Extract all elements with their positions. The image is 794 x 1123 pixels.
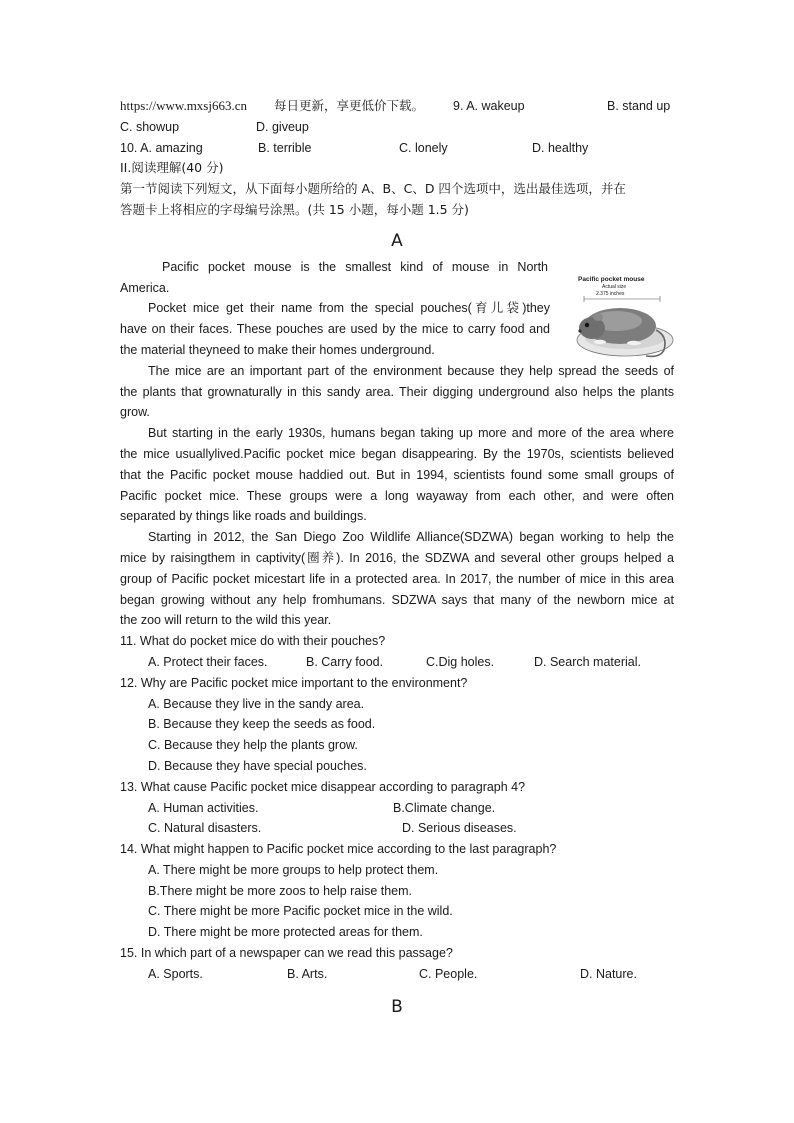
question-stem: 14. What might happen to Pacific pocket mice according to the last paragraph? — [120, 842, 557, 857]
instructions-line-2: 答题卡上将相应的字母编号涂黑。(共 15 小题，每小题 1.5 分) — [120, 201, 469, 217]
option-a: A. Because they live in the sandy area. — [148, 696, 365, 711]
option-d: D. Because they have special pouches. — [148, 758, 367, 773]
figure-size-label: 2.375 inches — [596, 291, 625, 297]
question-11 — [120, 631, 674, 673]
figure-title: Pacific pocket mouse — [578, 276, 645, 283]
option-d: D. Serious diseases. — [402, 821, 517, 836]
q9-option-d: D. giveup — [256, 119, 309, 134]
option-a: A. Human activities. — [148, 800, 259, 815]
option-d: D. Search material. — [534, 654, 641, 669]
passage-line: Pacific pocket mice. These groups were a long wayaway from each other, and were often — [120, 488, 674, 503]
section-title: II.阅读理解(40 分) — [120, 160, 224, 176]
passage-line: the mice usuallylived.Pacific pocket mice began disappearing. By the 1970s, scientists believed — [120, 446, 674, 461]
q9-option-c: C. showup — [120, 119, 180, 134]
passage-a-heading: A — [391, 230, 403, 251]
question-options-row — [120, 798, 674, 819]
mouse-illustration — [570, 274, 674, 366]
passage-line: mice by raisingthem in captivity(圈养). In 2016, the SDZWA and several other groups helped a — [120, 550, 674, 565]
header-promo: 每日更新，享更低价下载。 — [274, 98, 425, 113]
question-12 — [120, 673, 674, 777]
q9-option-a: 9. A. wakeup — [453, 99, 525, 113]
passage-line: the material theyneed to make their homes underground. — [120, 342, 435, 357]
passage-b-heading: B — [391, 996, 403, 1017]
option-a: A. Protect their faces. — [148, 654, 268, 669]
option-b: B. Carry food. — [306, 654, 384, 669]
question-13 — [120, 777, 674, 839]
q10-option-d: D. healthy — [532, 140, 589, 155]
header-line — [120, 96, 674, 117]
option-b: B.There might be more zoos to help raise them. — [148, 883, 413, 898]
question-15 — [120, 943, 674, 985]
passage-line: began growing without any help fromhumans. SDZWA says that many of the newborn mice at — [120, 592, 674, 607]
option-b: B. Because they keep the seeds as food. — [148, 717, 376, 732]
question-stem: 13. What cause Pacific pocket mice disappear according to paragraph 4? — [120, 779, 526, 794]
passage-line: America. — [120, 280, 170, 295]
q10-options-line — [120, 138, 674, 159]
passage-line: Pocket mice get their name from the special pouches(育儿袋)they — [148, 301, 550, 316]
option-c: C. Because they help the plants grow. — [148, 738, 358, 753]
q10-option-b: B. terrible — [258, 140, 312, 155]
q10-option-c: C. lonely — [399, 140, 448, 155]
question-options-row — [120, 652, 674, 673]
option-b: B.Climate change. — [393, 800, 496, 815]
option-c: C.Dig holes. — [426, 654, 495, 669]
document-page — [120, 96, 674, 1023]
passage-line: The mice are an important part of the environment because they help spread the seeds of — [148, 363, 674, 378]
option-d: D. There might be more protected areas for them. — [148, 925, 423, 940]
option-b: B. Arts. — [287, 966, 328, 981]
passage-line: Pacific pocket mouse is the smallest kind of mouse in North — [162, 259, 548, 274]
question-options-row — [120, 818, 674, 839]
question-stem: 15. In which part of a newspaper can we read this passage? — [120, 946, 453, 961]
option-c: C. People. — [419, 966, 478, 981]
q10-option-a: 10. A. amazing — [120, 140, 203, 155]
header-url: https://www.mxsj663.cn — [120, 98, 247, 113]
passage-line: But starting in the early 1930s, humans began taking up more and more of the area where — [148, 426, 674, 441]
passage-line: grow. — [120, 405, 150, 420]
passage-line: the plants that grownaturally in this sandy area. Their digging underground also helps the plants — [120, 384, 674, 399]
question-stem: 11. What do pocket mice do with their pouches? — [120, 634, 386, 649]
passage-line: have on their faces. These pouches are used by the mice to carry food and — [120, 322, 550, 337]
question-14 — [120, 839, 674, 943]
question-options-row — [120, 964, 674, 985]
question-stem: 12. Why are Pacific pocket mice important to the environment? — [120, 675, 468, 690]
passage-line: group of Pacific pocket micestart life in a protected area. In 2017, the number of mice in this area — [120, 571, 674, 586]
passage-line: that the Pacific pocket mouse haddied out. But in 1994, scientists found some small groups of — [120, 467, 674, 482]
q9-options-line — [120, 117, 674, 138]
option-c: C. Natural disasters. — [148, 821, 262, 836]
option-c: C. There might be more Pacific pocket mice in the wild. — [148, 904, 453, 919]
passage-line: the zoo will return to the wild this year. — [120, 613, 332, 628]
passage-line: Starting in 2012, the San Diego Zoo Wildlife Alliance(SDZWA) began working to help the — [148, 530, 674, 545]
figure-subtitle: Actual size — [602, 284, 627, 290]
mouse-figure — [570, 274, 674, 366]
option-d: D. Nature. — [580, 966, 637, 981]
passage-line: separated by things like roads and buildings. — [120, 509, 367, 524]
instructions-line-1: 第一节阅读下列短文，从下面每小题所给的 A、B、C、D 四个选项中，选出最佳选项，并在 — [120, 181, 626, 197]
option-a: A. Sports. — [148, 966, 203, 981]
option-a: A. There might be more groups to help protect them. — [148, 862, 439, 877]
q9-option-b: B. stand up — [607, 99, 671, 113]
